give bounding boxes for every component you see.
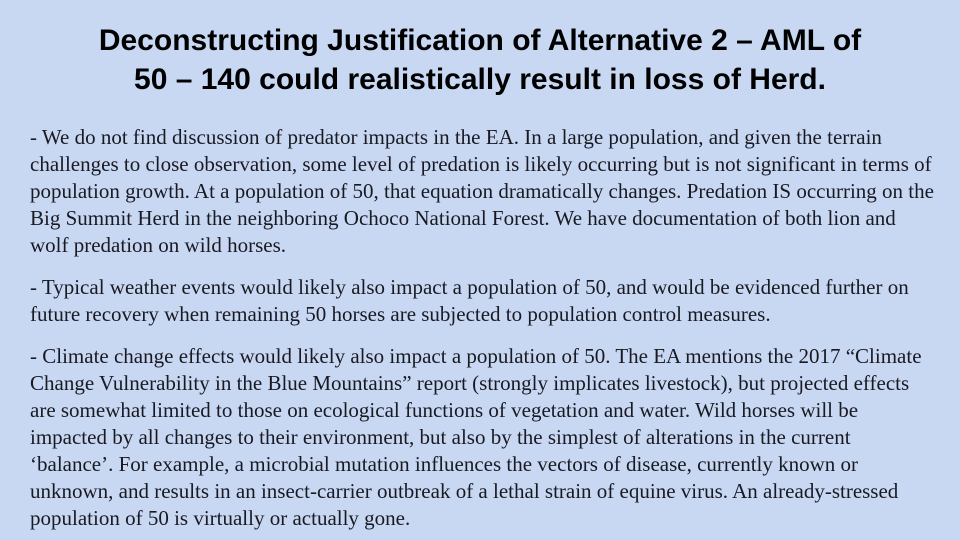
- slide-title-line-2: 50 – 140 could realistically result in loss of Herd.: [134, 63, 826, 96]
- paragraph-weather-events: - Typical weather events would likely also impact a population of 50, and would be evidenced further on future recovery when remaining 50 horses are subjected to population control measures.: [30, 275, 909, 326]
- paragraph-climate-change: - Climate change effects would likely also impact a population of 50. The EA mentions the 2017 “Climate Change Vulnerability in the Blue Mountains” report (strongly implicates livestock), but projected effects are somewhat limited to those on ecological functions of vegetation and water. Wild horses will be impacted by all changes to their environment, but also by the simplest of alterations in the current ‘balance’. For example, a microbial mutation influences the vectors of disease, currently known or unknown, and results in an insect-carrier outbreak of a lethal strain of equine virus. An already-stressed population of 50 is virtually or actually gone.: [30, 344, 922, 530]
- slide-title-line-1: Deconstructing Justification of Alternative 2 – AML of: [98, 24, 862, 57]
- slide-body: [30, 124, 936, 532]
- paragraph-predator-impacts: - We do not find discussion of predator impacts in the EA. In a large population, and given the terrain challenges to close observation, some level of predation is likely occurring but is not significant in terms of population growth. At a population of 50, that equation dramatically changes. Predation IS occurring on the Big Summit Herd in the neighboring Ochoco National Forest. We have documentation of both lion and wolf predation on wild horses.: [30, 125, 934, 257]
- slide-title: [28, 21, 932, 99]
